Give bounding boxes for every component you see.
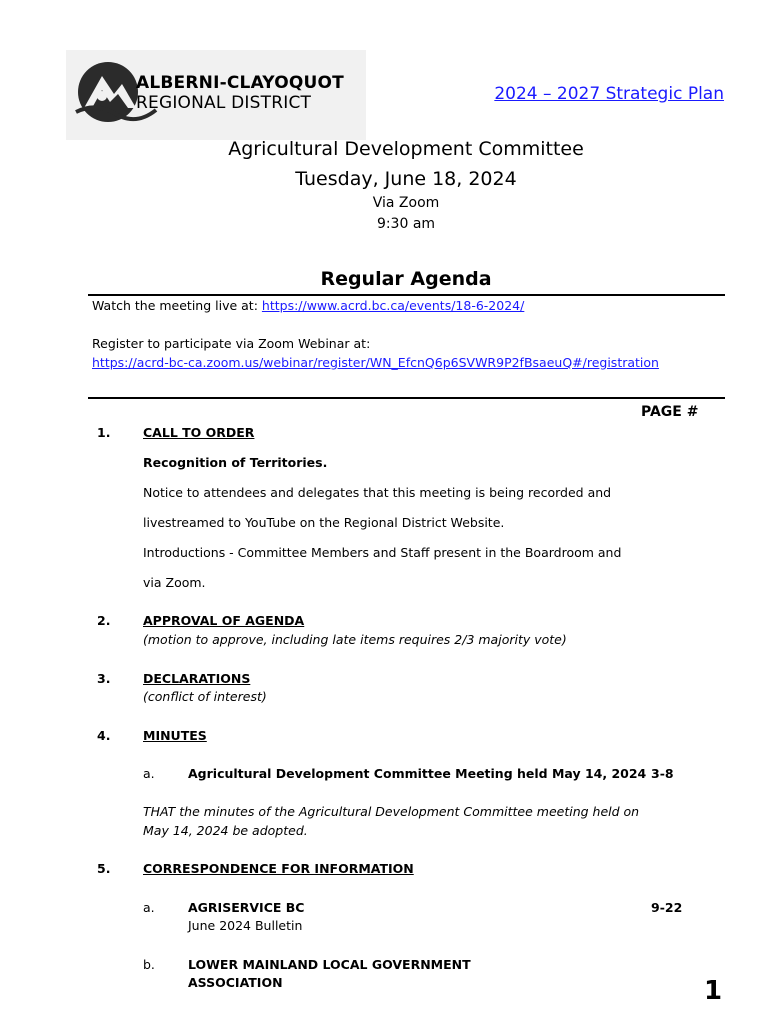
minutes-sub-title: Agricultural Development Committee Meeting held May 14, 2024 [188, 766, 647, 781]
intro-text-line1: Introductions - Committee Members and Staff present in the Boardroom and [143, 545, 622, 560]
page-ref: 9-22 [651, 900, 683, 915]
watch-line [92, 298, 524, 313]
meeting-time: 9:30 am [376, 216, 436, 232]
divider [88, 397, 725, 399]
meeting-venue: Via Zoom [372, 195, 440, 211]
watch-label: Watch the meeting live at: [92, 298, 262, 313]
correspondence-a-title: AGRISERVICE BC [188, 900, 305, 915]
item-number: 5. [97, 861, 111, 876]
committee-title: Agricultural Development Committee [228, 138, 584, 160]
meeting-date: Tuesday, June 18, 2024 [295, 168, 517, 190]
divider [88, 294, 725, 296]
declarations-note: (conflict of interest) [143, 689, 267, 704]
correspondence-a-detail: June 2024 Bulletin [188, 918, 303, 933]
logo-name-line1: ALBERNI-CLAYOQUOT [136, 73, 344, 93]
sub-item-letter: a. [143, 900, 155, 915]
agenda-title: Regular Agenda [320, 268, 492, 290]
notice-text-line1: Notice to attendees and delegates that this meeting is being recorded and [143, 485, 612, 500]
correspondence-b-title-line1: LOWER MAINLAND LOCAL GOVERNMENT [188, 957, 471, 972]
item-number: 3. [97, 671, 111, 686]
approval-note: (motion to approve, including late items requires 2/3 majority vote) [143, 632, 567, 647]
correspondence-b-title-line2: ASSOCIATION [188, 975, 283, 990]
item-heading-call-to-order: CALL TO ORDER [143, 425, 255, 440]
watch-link[interactable]: https://www.acrd.bc.ca/events/18-6-2024/ [261, 298, 525, 313]
page-column-header: PAGE # [641, 404, 699, 420]
item-heading-approval: APPROVAL OF AGENDA [143, 613, 305, 628]
item-number: 2. [97, 613, 111, 628]
intro-text-line2: via Zoom. [143, 575, 206, 590]
page-ref: 3-8 [651, 766, 674, 781]
item-heading-declarations: DECLARATIONS [143, 671, 251, 686]
page-number: 1 [704, 976, 723, 1006]
notice-text-line2: livestreamed to YouTube on the Regional District Website. [143, 515, 505, 530]
recognition-text: Recognition of Territories. [143, 455, 328, 470]
item-heading-correspondence: CORRESPONDENCE FOR INFORMATION [143, 861, 414, 876]
logo-name-line2: REGIONAL DISTRICT [136, 93, 312, 113]
item-number: 1. [97, 425, 111, 440]
item-number: 4. [97, 728, 111, 743]
register-link[interactable]: https://acrd-bc-ca.zoom.us/webinar/register/WN_EfcnQ6p6SVWR9P2fBsaeuQ#/registration [92, 355, 659, 370]
sub-item-letter: b. [143, 957, 155, 972]
strategic-plan-link[interactable]: 2024 – 2027 Strategic Plan [494, 84, 724, 104]
minutes-motion-line2: May 14, 2024 be adopted. [143, 823, 308, 838]
item-heading-minutes: MINUTES [143, 728, 207, 743]
register-label: Register to participate via Zoom Webinar at: [92, 336, 371, 351]
minutes-motion-line1: THAT the minutes of the Agricultural Development Committee meeting held on [143, 804, 640, 819]
sub-item-letter: a. [143, 766, 155, 781]
